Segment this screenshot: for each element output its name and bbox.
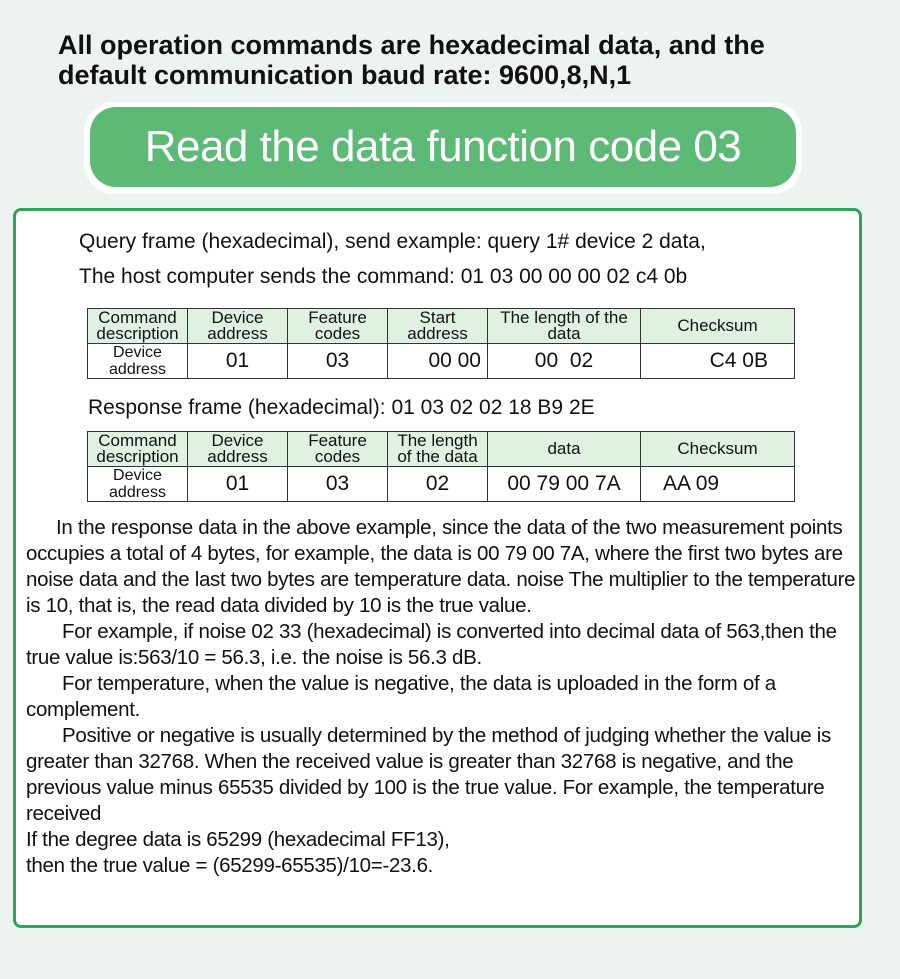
- explanation-paragraph: In the response data in the above example, since the data of the two measurement points occupies a total of 4 bytes, for example, the data is 00 79 00 7A, where the first two bytes are noise data and the last two bytes are temperature data. noise The multiplier to the temperature is 10, that is, the read data divided by 10 is the true value.: [26, 516, 856, 617]
- query-value-cell: C4 0B: [641, 344, 795, 379]
- query-value-cell: 01: [188, 344, 288, 379]
- query-frame-table: [87, 308, 795, 379]
- header-line-2: default communication baud rate: 9600,8,N,1: [58, 60, 632, 90]
- explanation-paragraph: For temperature, when the value is negative, the data is uploaded in the form of a complement.: [26, 672, 776, 721]
- query-header-cell: Checksum: [641, 309, 795, 344]
- response-frame-title: Response frame (hexadecimal): 01 03 02 02 18 B9 2E: [88, 396, 595, 419]
- response-value-cell: 02: [388, 467, 488, 502]
- explanation-paragraph: Positive or negative is usually determined by the method of judging whether the value is greater than 32768. When the received value is greater than 32768 is negative, and the previous value minus 65535 divided by 100 is the true value. For example, the temperature received: [26, 724, 832, 825]
- query-header-cell: Device address: [188, 309, 288, 344]
- query-value-cell: 00 02: [488, 344, 641, 379]
- response-value-cell: 00 79 00 7A: [488, 467, 641, 502]
- response-frame-table: [87, 431, 795, 502]
- response-header-cell: Command description: [88, 432, 188, 467]
- explanation-paragraph: If the degree data is 65299 (hexadecimal FF13),: [26, 828, 450, 851]
- header-line-1: All operation commands are hexadecimal data, and the: [58, 30, 765, 60]
- query-value-row: [88, 344, 795, 379]
- explanation-text: [26, 515, 866, 879]
- response-header-row: [88, 432, 795, 467]
- response-header-cell: Feature codes: [288, 432, 388, 467]
- response-value-cell: AA 09: [641, 467, 795, 502]
- response-value-row: [88, 467, 795, 502]
- query-value-cell: 00 00: [388, 344, 488, 379]
- response-header-cell: The length of the data: [388, 432, 488, 467]
- response-value-cell: 03: [288, 467, 388, 502]
- query-header-cell: Start address: [388, 309, 488, 344]
- query-header-cell: Feature codes: [288, 309, 388, 344]
- explanation-paragraph: For example, if noise 02 33 (hexadecimal) is converted into decimal data of 563,then the true value is:563/10 = 56.3, i.e. the noise is 56.3 dB.: [26, 620, 837, 669]
- host-command-line: The host computer sends the command: 01 03 00 00 00 02 c4 0b: [79, 265, 688, 288]
- page-header: [58, 30, 858, 90]
- query-value-cell: Device address: [88, 344, 188, 379]
- query-header-cell: The length of the data: [488, 309, 641, 344]
- function-code-banner: Read the data function code 03: [90, 107, 796, 187]
- response-value-cell: 01: [188, 467, 288, 502]
- response-value-cell: Device address: [88, 467, 188, 502]
- response-header-cell: data: [488, 432, 641, 467]
- query-header-cell: Command description: [88, 309, 188, 344]
- query-frame-description: Query frame (hexadecimal), send example: query 1# device 2 data,: [79, 230, 706, 253]
- query-header-row: [88, 309, 795, 344]
- response-header-cell: Checksum: [641, 432, 795, 467]
- response-header-cell: Device address: [188, 432, 288, 467]
- query-value-cell: 03: [288, 344, 388, 379]
- explanation-paragraph: then the true value = (65299-65535)/10=-23.6.: [26, 854, 434, 877]
